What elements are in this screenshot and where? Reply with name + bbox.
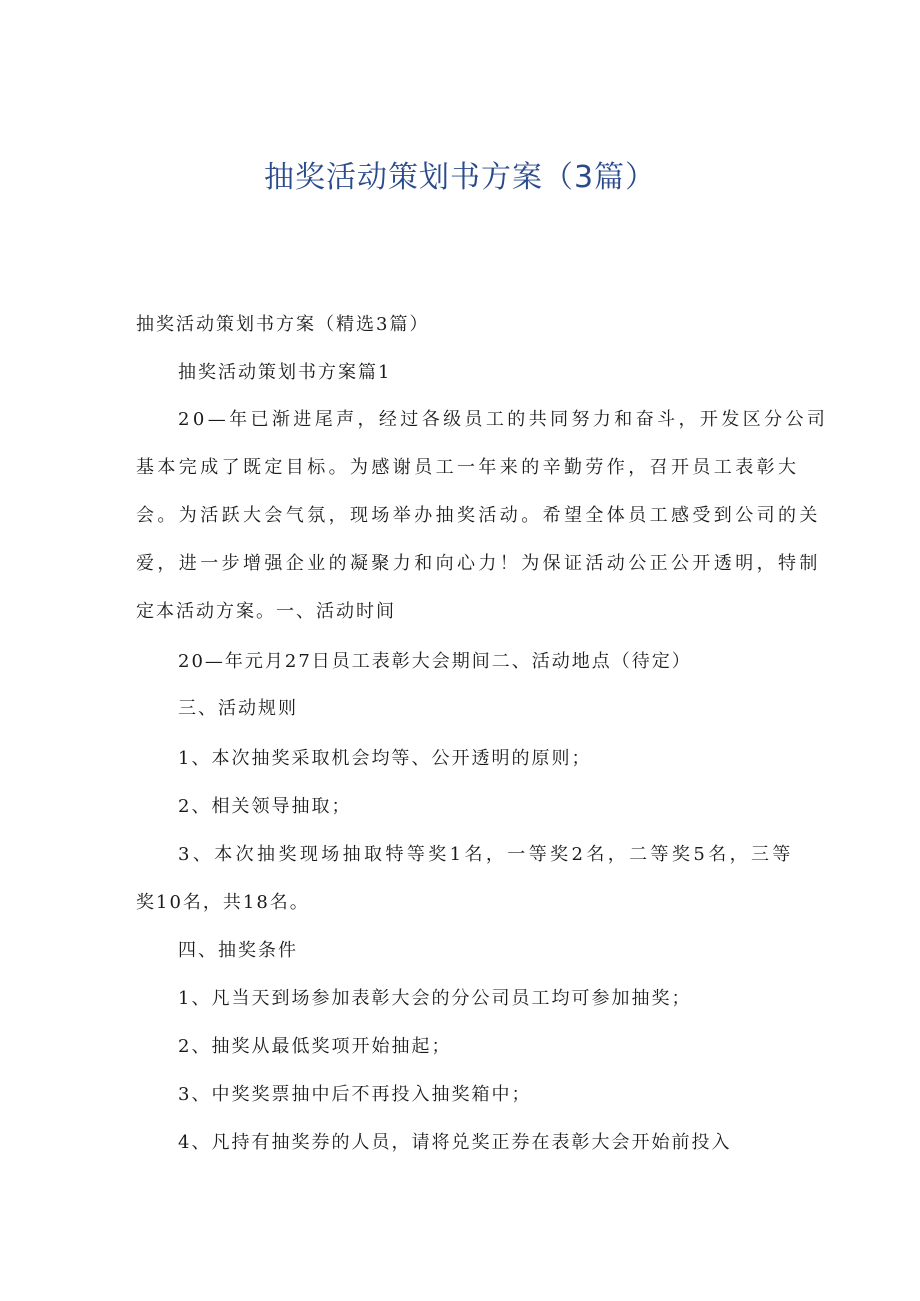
time-and-place: 20—年元月27日员工表彰大会期间二、活动地点（待定）	[178, 651, 692, 672]
paragraph-line: 基本完成了既定目标。为感谢员工一年来的辛勤劳作，召开员工表彰大	[136, 457, 800, 478]
rules-heading: 三、活动规则	[178, 698, 298, 719]
condition-item: 4、凡持有抽奖券的人员，请将兑奖正券在表彰大会开始前投入	[178, 1132, 732, 1153]
condition-item: 3、中奖奖票抽中后不再投入抽奖箱中；	[178, 1084, 532, 1105]
paragraph-line: 定本活动方案。一、活动时间	[136, 601, 396, 622]
paragraph-line: 20—年已渐进尾声，经过各级员工的共同努力和奋斗，开发区分公司	[178, 409, 829, 430]
rule-item: 3、本次抽奖现场抽取特等奖1名，一等奖2名，二等奖5名，三等	[178, 844, 794, 865]
condition-item: 2、抽奖从最低奖项开始抽起；	[178, 1036, 452, 1057]
section-heading: 抽奖活动策划书方案篇1	[178, 362, 392, 383]
rule-item: 1、本次抽奖采取机会均等、公开透明的原则；	[178, 748, 592, 769]
document-title: 抽奖活动策划书方案（3篇）	[263, 160, 657, 195]
conditions-heading: 四、抽奖条件	[178, 940, 298, 961]
paragraph-line: 会。为活跃大会气氛，现场举办抽奖活动。希望全体员工感受到公司的关	[136, 505, 821, 526]
rule-item-continued: 奖10名，共18名。	[136, 892, 310, 913]
paragraph-line: 爱，进一步增强企业的凝聚力和向心力！为保证活动公正公开透明，特制	[136, 553, 821, 574]
rule-item: 2、相关领导抽取；	[178, 796, 352, 817]
condition-item: 1、凡当天到场参加表彰大会的分公司员工均可参加抽奖；	[178, 988, 692, 1009]
document-subtitle: 抽奖活动策划书方案（精选3篇）	[136, 314, 430, 335]
